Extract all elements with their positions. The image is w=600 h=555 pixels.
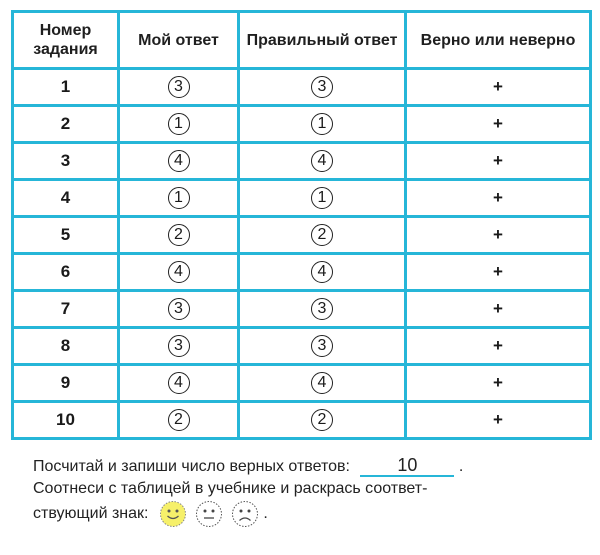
task-number-cell <box>13 180 119 217</box>
my-answer[interactable]: 1 <box>168 113 190 135</box>
table-header-row <box>13 12 591 69</box>
result-mark-cell <box>406 365 591 402</box>
task-number-cell <box>13 106 119 143</box>
task-number: 6 <box>60 262 71 281</box>
task-number-cell <box>13 328 119 365</box>
correct-answer-cell <box>239 106 406 143</box>
result-mark[interactable]: + <box>493 77 503 96</box>
my-answer-cell <box>119 254 239 291</box>
my-answer-cell <box>119 328 239 365</box>
correct-answer: 1 <box>311 113 333 135</box>
result-mark-cell <box>406 402 591 439</box>
my-answer[interactable]: 4 <box>168 261 190 283</box>
table-row <box>13 365 591 402</box>
choose-sign-prompt: ствующий знак: <box>33 505 149 523</box>
correct-answer-cell <box>239 365 406 402</box>
table-row <box>13 402 591 439</box>
table-body <box>13 69 591 439</box>
result-mark[interactable]: + <box>493 151 503 170</box>
task-number: 4 <box>60 188 71 207</box>
task-number-cell <box>13 69 119 106</box>
line3-period: . <box>263 505 268 523</box>
result-mark[interactable]: + <box>493 262 503 281</box>
result-mark[interactable]: + <box>493 336 503 355</box>
result-mark-cell <box>406 291 591 328</box>
result-mark[interactable]: + <box>493 188 503 207</box>
my-answer[interactable]: 2 <box>168 409 190 431</box>
header-right-or-wrong: Верно или неверно <box>406 12 591 69</box>
result-mark[interactable]: + <box>493 114 503 133</box>
task-number: 1 <box>60 77 71 96</box>
instructions <box>33 455 593 528</box>
my-answer[interactable]: 2 <box>168 224 190 246</box>
my-answer-cell <box>119 217 239 254</box>
table-row <box>13 254 591 291</box>
result-mark-cell <box>406 328 591 365</box>
my-answer[interactable]: 3 <box>168 335 190 357</box>
correct-answer-cell <box>239 291 406 328</box>
result-mark-cell <box>406 217 591 254</box>
correct-answer-cell <box>239 143 406 180</box>
task-number-cell <box>13 402 119 439</box>
correct-answer: 1 <box>311 187 333 209</box>
correct-answer: 2 <box>311 224 333 246</box>
task-number: 10 <box>56 410 75 429</box>
neutral-face-icon[interactable] <box>195 500 223 528</box>
table-row <box>13 69 591 106</box>
result-mark-cell <box>406 254 591 291</box>
answers-table <box>11 10 592 440</box>
line1-period: . <box>458 458 464 475</box>
correct-answer-cell <box>239 254 406 291</box>
my-answer-cell <box>119 291 239 328</box>
table-row <box>13 106 591 143</box>
correct-answer-cell <box>239 217 406 254</box>
instruction-line-2: Соотнеси с таблицей в учебнике и раскрась соответ- <box>33 480 428 497</box>
my-answer[interactable]: 1 <box>168 187 190 209</box>
faces-group <box>159 500 259 528</box>
result-sheet <box>11 10 589 440</box>
correct-answer: 4 <box>311 150 333 172</box>
my-answer-cell <box>119 143 239 180</box>
instruction-line-3 <box>33 500 593 528</box>
my-answer-cell <box>119 402 239 439</box>
table-row <box>13 328 591 365</box>
task-number: 2 <box>60 114 71 133</box>
task-number: 7 <box>60 299 71 318</box>
header-my-answer: Мой ответ <box>119 12 239 69</box>
correct-answer: 4 <box>311 372 333 394</box>
result-mark[interactable]: + <box>493 225 503 244</box>
correct-count-field[interactable]: 10 <box>360 455 454 477</box>
task-number: 8 <box>60 336 71 355</box>
task-number-cell <box>13 365 119 402</box>
task-number-cell <box>13 143 119 180</box>
task-number-cell <box>13 217 119 254</box>
correct-answer: 4 <box>311 261 333 283</box>
correct-answer-cell <box>239 402 406 439</box>
result-mark-cell <box>406 106 591 143</box>
task-number: 5 <box>60 225 71 244</box>
my-answer[interactable]: 4 <box>168 372 190 394</box>
task-number: 9 <box>60 373 71 392</box>
my-answer[interactable]: 4 <box>168 150 190 172</box>
correct-answer: 2 <box>311 409 333 431</box>
header-correct-answer: Правильный ответ <box>239 12 406 69</box>
task-number-cell <box>13 254 119 291</box>
my-answer[interactable]: 3 <box>168 76 190 98</box>
table-row <box>13 180 591 217</box>
correct-answer-cell <box>239 69 406 106</box>
my-answer[interactable]: 3 <box>168 298 190 320</box>
task-number: 3 <box>60 151 71 170</box>
sad-face-icon[interactable] <box>231 500 259 528</box>
result-mark[interactable]: + <box>493 410 503 429</box>
result-mark-cell <box>406 143 591 180</box>
result-mark-cell <box>406 180 591 217</box>
result-mark[interactable]: + <box>493 299 503 318</box>
correct-answer: 3 <box>311 298 333 320</box>
correct-answer-cell <box>239 328 406 365</box>
table-row <box>13 217 591 254</box>
result-mark-cell <box>406 69 591 106</box>
happy-face-icon[interactable] <box>159 500 187 528</box>
my-answer-cell <box>119 180 239 217</box>
header-task-number: Номер задания <box>13 12 119 69</box>
correct-answer: 3 <box>311 335 333 357</box>
count-prompt: Посчитай и запиши число верных ответов: <box>33 458 350 475</box>
table-row <box>13 291 591 328</box>
correct-answer: 3 <box>311 76 333 98</box>
my-answer-cell <box>119 69 239 106</box>
task-number-cell <box>13 291 119 328</box>
my-answer-cell <box>119 106 239 143</box>
my-answer-cell <box>119 365 239 402</box>
instruction-line-1 <box>33 455 593 478</box>
result-mark[interactable]: + <box>493 373 503 392</box>
correct-answer-cell <box>239 180 406 217</box>
table-row <box>13 143 591 180</box>
